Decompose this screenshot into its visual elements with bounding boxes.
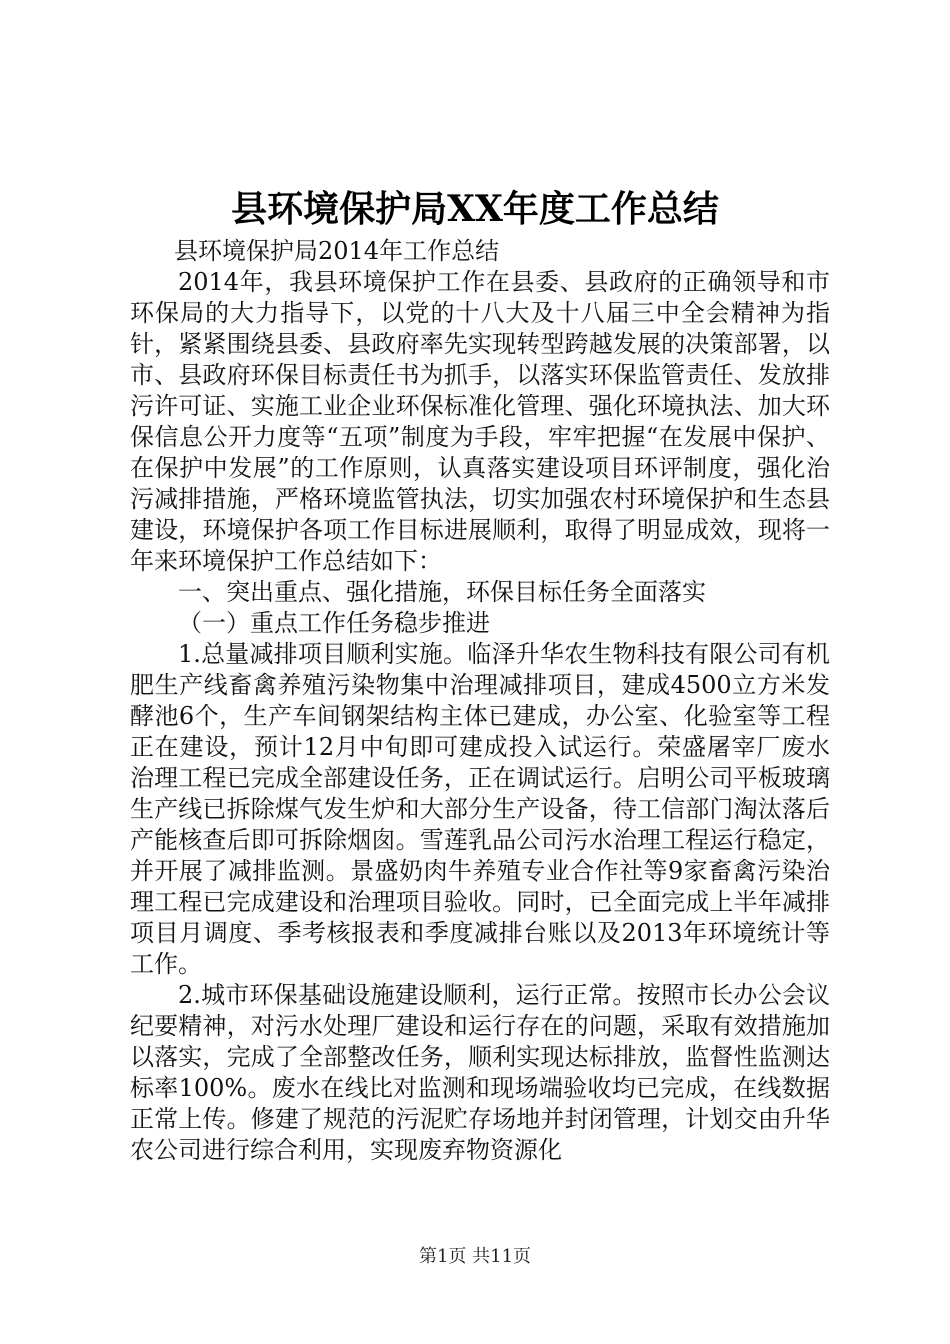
subsection-heading: （一）重点工作任务稳步推进 [178,609,490,637]
paragraph-item-2: 2.城市环保基础设施建设顺利，运行正常。按照市长办公会议纪要精神，对污水处理厂建设和运行存在的问题，采取有效措施加以落实，完成了全部整改任务，顺利实现达标排放，监督性监测达标率100%。废水在线比对监测和现场端验收均已完成，在线数据正常上传。修建了规范的污泥贮存场地并封闭管理，计划交由升华农公司进行综合利用，实现废弃物资源化 [130,981,830,1164]
document-title: 县环境保护局XX年度工作总结 [231,188,719,230]
section-heading: 一、突出重点、强化措施，环保目标任务全面落实 [178,578,706,606]
paragraph-intro: 2014年，我县环境保护工作在县委、县政府的正确领导和市环保局的大力指导下，以党的十八大及十八届三中全会精神为指针，紧紧围绕县委、县政府率先实现转型跨越发展的决策部署，以市、县政府环保目标责任书为抓手，以落实环保监管责任、发放排污许可证、实施工业企业环保标准化管理、强化环境执法、加大环保信息公开力度等“五项”制度为手段，牢牢把握“在发展中保护、在保护中发展”的工作原则，认真落实建设项目环评制度，强化治污减排措施，严格环境监管执法，切实加强农村环境保护和生态县建设，环境保护各项工作目标进展顺利，取得了明显成效，现将一年来环境保护工作总结如下： [130,268,830,575]
page-footer: 第1页 共11页 [418,1246,532,1267]
paragraph-item-1: 1.总量减排项目顺利实施。临泽升华农生物科技有限公司有机肥生产线畜禽养殖污染物集中治理减排项目，建成4500立方米发酵池6个，生产车间钢架结构主体已建成，办公室、化验室等工程正在建设，预计12月中旬即可建成投入试运行。荣盛屠宰厂废水治理工程已完成全部建设任务，正在调试运行。启明公司平板玻璃生产线已拆除煤气发生炉和大部分生产设备，待工信部门淘汰落后产能核查后即可拆除烟囱。雪莲乳品公司污水治理工程运行稳定，并开展了减排监测。景盛奶肉牛养殖专业合作社等9家畜禽污染治理工程已完成建设和治理项目验收。同时，已全面完成上半年减排项目月调度、季考核报表和季度减排台账以及2013年环境统计等工作。 [130,640,830,978]
document-subtitle: 县环境保护局2014年工作总结 [174,237,500,265]
document-body [130,236,830,1166]
